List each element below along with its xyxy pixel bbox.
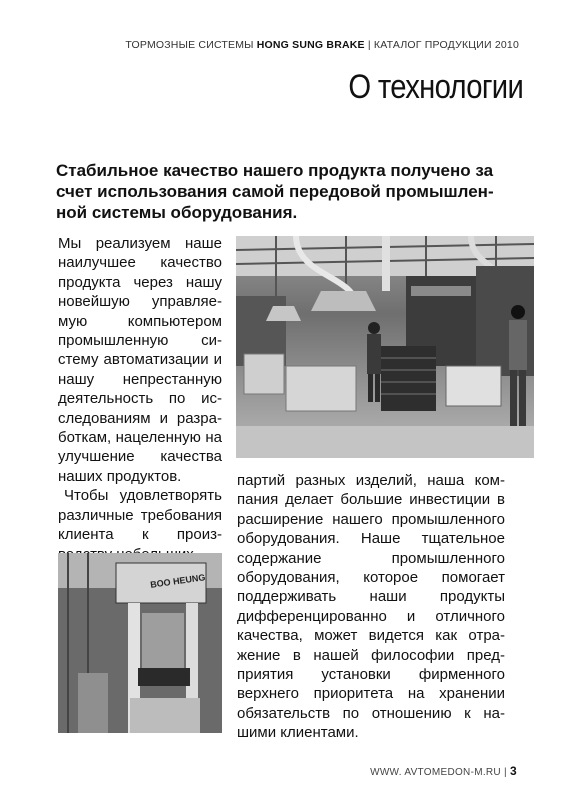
header-suffix: | КАТАЛОГ ПРОДУКЦИИ 2010 — [364, 39, 519, 51]
page-number: 3 — [510, 764, 517, 778]
header-prefix: ТОРМОЗНЫЕ СИСТЕМЫ — [125, 39, 257, 51]
page-footer — [370, 764, 517, 778]
body-paragraph-1: Мы реализуем наше наилучшее качество продукта через нашу новейшую управляемую компьютером промышленную систему автоматизации и нашу непрестанную деятельность по исследованиям и разработкам, нацеленную на улучшение качества наших продуктов. — [58, 235, 222, 485]
left-column-text — [58, 234, 222, 564]
footer-website: WWW. AVTOMEDON-M.RU | — [370, 767, 511, 778]
lead-paragraph: Стабильное качество нашего продукта получено за счет использования самой передовой промышленной системы оборудования. — [56, 161, 494, 222]
machine-brand-label: BOO HEUNG — [149, 572, 206, 590]
right-column-text: партий разных изделий, наша компания делает большие инвестиции в расширение нашего промышленного оборудования. Наше тщательное содержание промышленного оборудования, которое помогает поддерживать наши продукты дифференцированно и отличного качества, может видется как отражение в нашей философии предприятия установки фирменного верхнего приоритета на хранении обязательств по отношению к нашими клиентами. — [237, 472, 505, 742]
header-brand: HONG SUNG BRAKE — [256, 39, 365, 51]
factory-floor-photo — [236, 236, 534, 458]
page-title: О технологии — [348, 68, 523, 106]
press-machine-photo — [58, 553, 222, 733]
running-header — [125, 39, 519, 51]
body-paragraph-2: Чтобы удовлетворять различные требования клиента к произ — [58, 487, 222, 544]
